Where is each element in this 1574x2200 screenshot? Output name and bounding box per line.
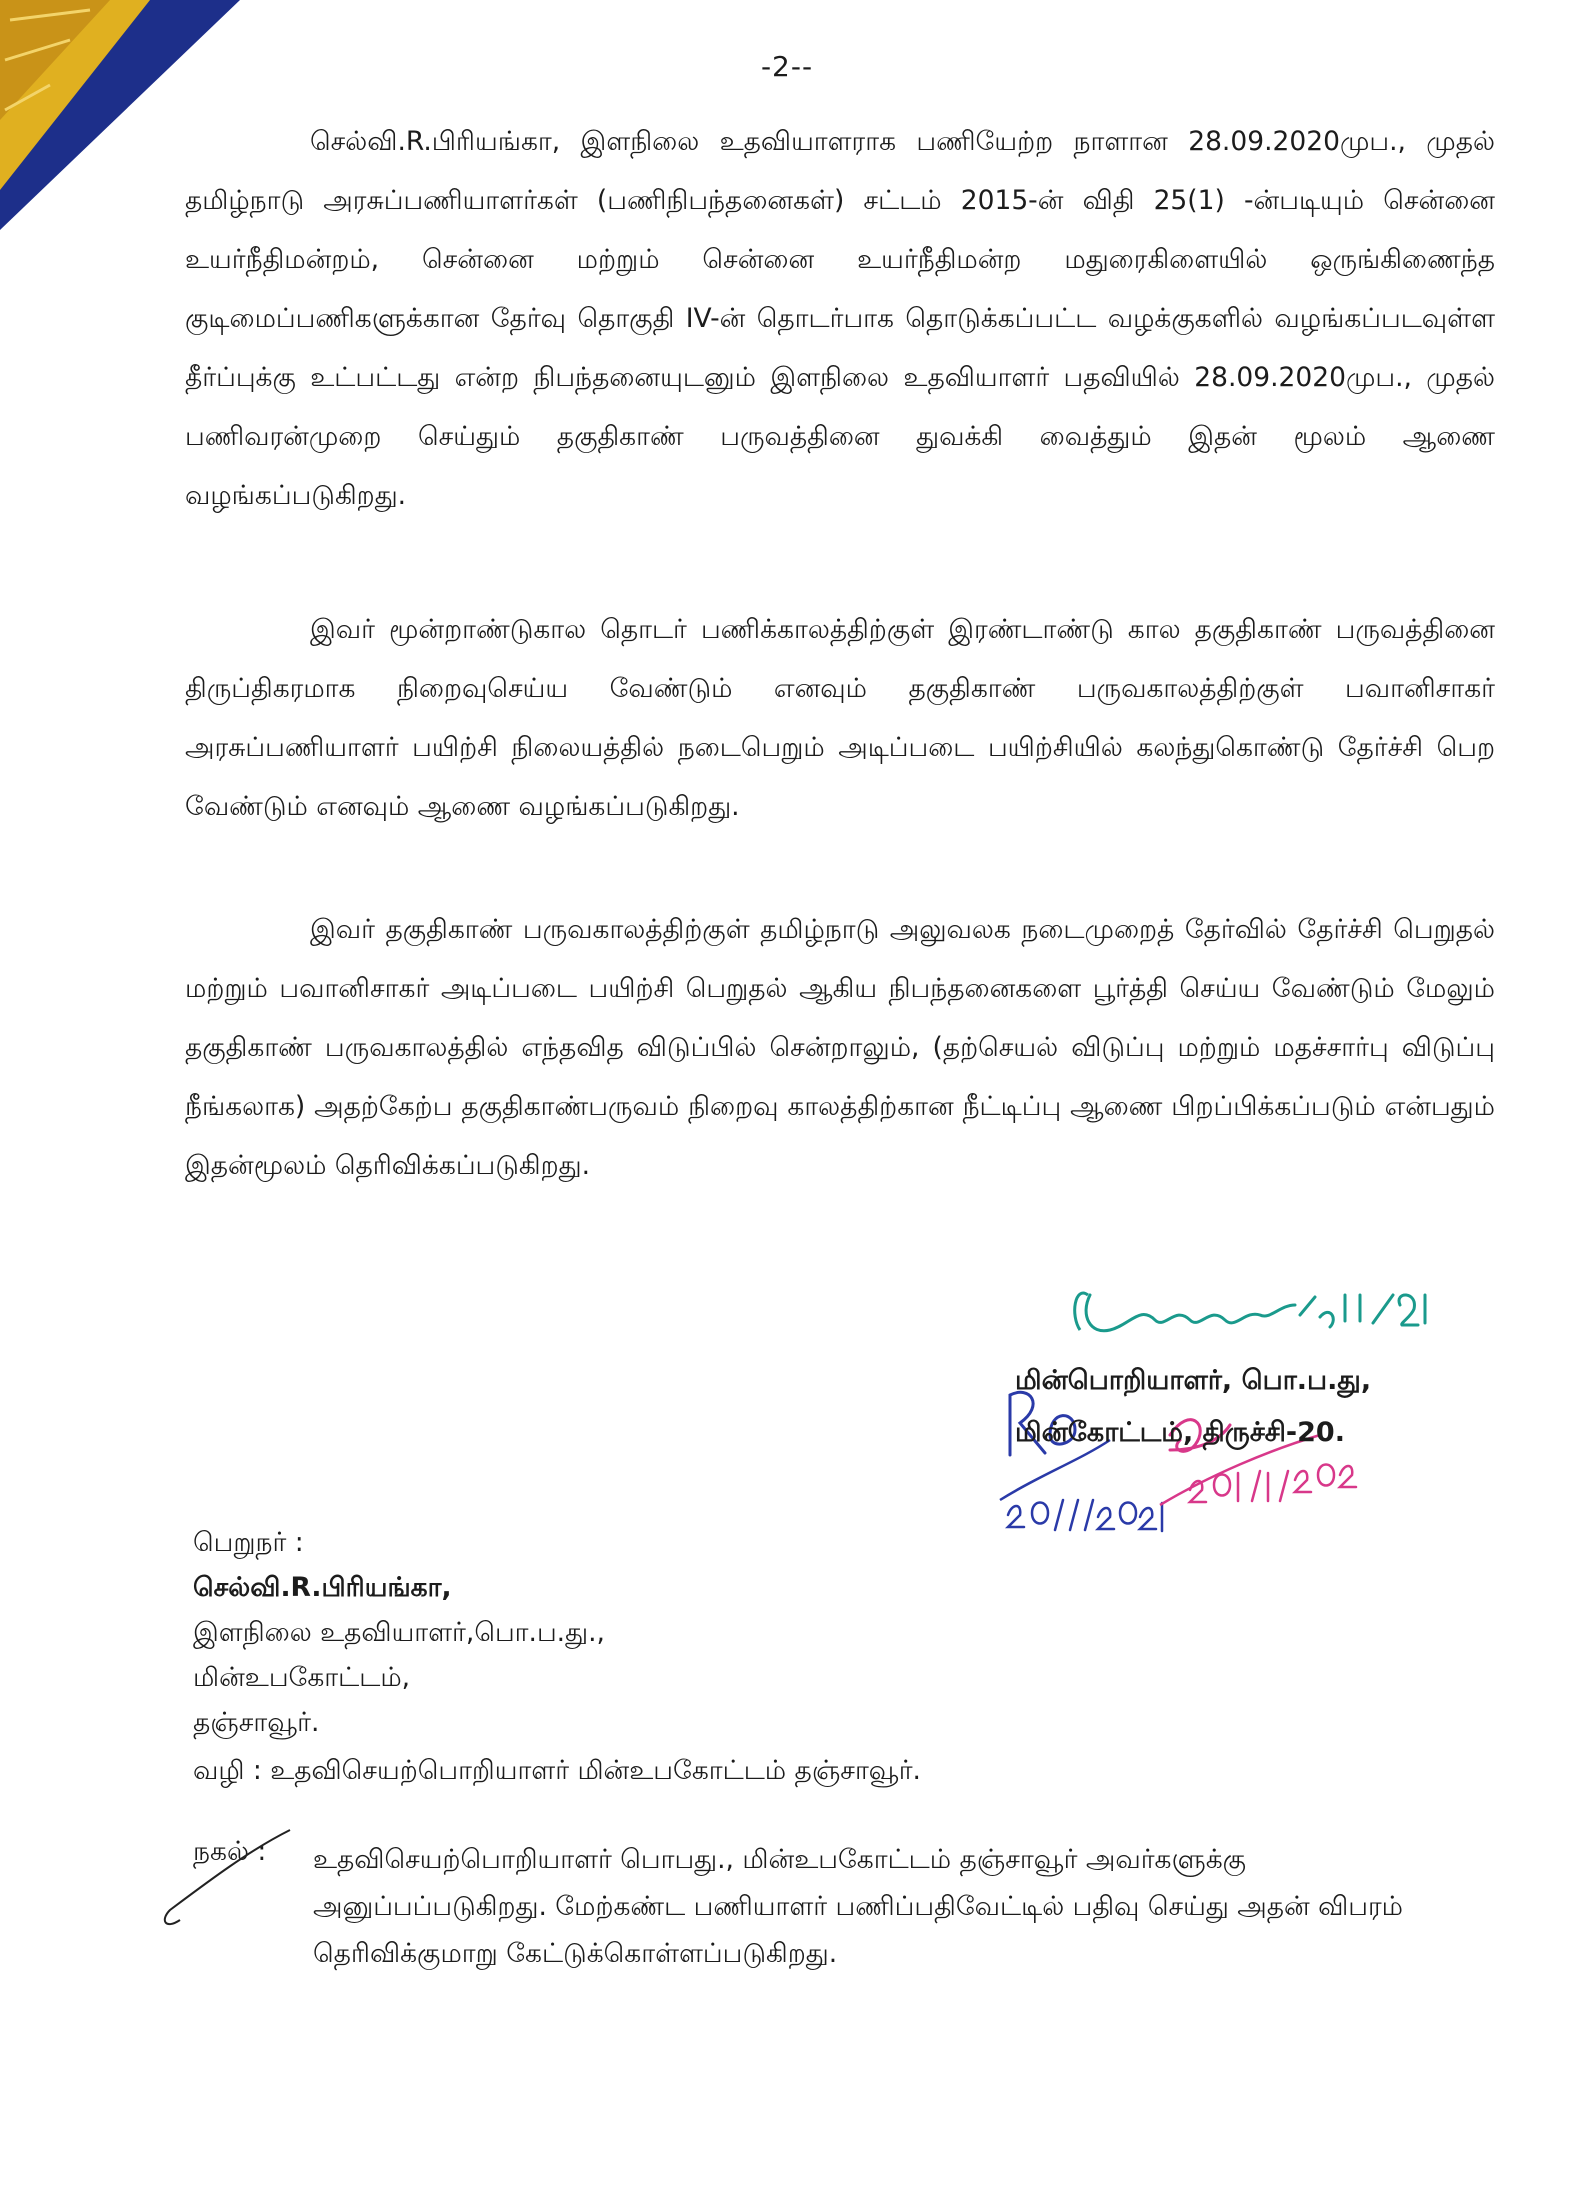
signatory-office: மின்கோட்டம், திருச்சி-20. (1015, 1417, 1345, 1448)
recipient-post: இளநிலை உதவியாளர்,பொ.ப.து., (193, 1617, 605, 1648)
paragraph-probation: இவர் மூன்றாண்டுகால தொடர் பணிக்காலத்திற்குள் இரண்டாண்டு கால தகுதிகாண் பருவத்தினை திருப்திகரமாக நிறைவுசெய்ய வேண்டும் எனவும் தகுதிகாண் பருவகாலத்திற்குள் பவானிசாகர் அரசுப்பணியாளர் பயிற்சி நிலையத்தில் நடைபெறும் அடிப்படை பயிற்சியில் கலந்துகொண்டு தேர்ச்சி பெற வேண்டும் எனவும் ஆணை வழங்கப்படுகிறது. (185, 614, 1495, 822)
recipient-label: பெறுநர் : (193, 1527, 304, 1558)
paragraph-appointment: செல்வி.R.பிரியங்கா, இளநிலை உதவியாளராக பணியேற்ற நாளான 28.09.2020முப., முதல் தமிழ்நாடு அரசுப்பணியாளர்கள் (பணிநிபந்தனைகள்) சட்டம் 2015-ன் விதி 25(1) -ன்படியும் சென்னை உயர்நீதிமன்றம், சென்னை மற்றும் சென்னை உயர்நீதிமன்ற மதுரைகிளையில் ஒருங்கிணைந்த குடிமைப்பணிகளுக்கான தேர்வு தொகுதி IV-ன் தொடர்பாக தொடுக்கப்பட்ட வழக்குகளில் வழங்கப்படவுள்ள தீர்ப்புக்கு உட்பட்டது என்ற நிபந்தனையுடனும் இளநிலை உதவியாளர் பதவியில் 28.09.2020முப., முதல் பணிவரன்முறை செய்தும் தகுதிகாண் பருவத்தினை துவக்கி வைத்தும் இதன் மூலம் ஆணை வழங்கப்படுகிறது. (185, 126, 1495, 511)
recipient-name: செல்வி.R.பிரியங்கா, (193, 1572, 452, 1603)
paragraph-conditions: இவர் தகுதிகாண் பருவகாலத்திற்குள் தமிழ்நாடு அலுவலக நடைமுறைத் தேர்வில் தேர்ச்சி பெறுதல் மற்றும் பவானிசாகர் அடிப்படை பயிற்சி பெறுதல் ஆகிய நிபந்தனைகளை பூர்த்தி செய்ய வேண்டும் மேலும் தகுதிகாண் பருவகாலத்தில் எந்தவித விடுப்பில் சென்றாலும், (தற்செயல் விடுப்பு மற்றும் மதச்சார்பு விடுப்பு நீங்கலாக) அதற்கேற்ப தகுதிகாண்பருவம் நிறைவு காலத்திற்கான நீட்டிப்பு ஆணை பிறப்பிக்கப்படும் என்பதும் இதன்மூலம் தெரிவிக்கப்படுகிறது. (185, 914, 1495, 1181)
copy-label: நகல் : (193, 1836, 267, 1867)
via-line: வழி : உதவிசெயற்பொறியாளர் மின்உபகோட்டம் தஞ்சாவூர். (193, 1755, 921, 1786)
pen-mark (140, 1820, 300, 1940)
recipient-block (193, 1520, 605, 1745)
recipient-place: தஞ்சாவூர். (193, 1707, 320, 1738)
recipient-office: மின்உபகோட்டம், (193, 1662, 411, 1693)
signatory-block (1015, 1355, 1371, 1459)
signatory-designation: மின்பொறியாளர், பொ.ப.து, (1015, 1365, 1372, 1396)
copy-text: உதவிசெயற்பொறியாளர் பொபது., மின்உபகோட்டம் தஞ்சாவூர் அவர்களுக்கு அனுப்பப்படுகிறது. மேற்கண்ட பணியாளர் பணிப்பதிவேட்டில் பதிவு செய்து அதன் விபரம் தெரிவிக்குமாறு கேட்டுக்கொள்ளப்படுகிறது. (313, 1844, 1403, 1969)
page-number: -2-- (760, 50, 814, 83)
